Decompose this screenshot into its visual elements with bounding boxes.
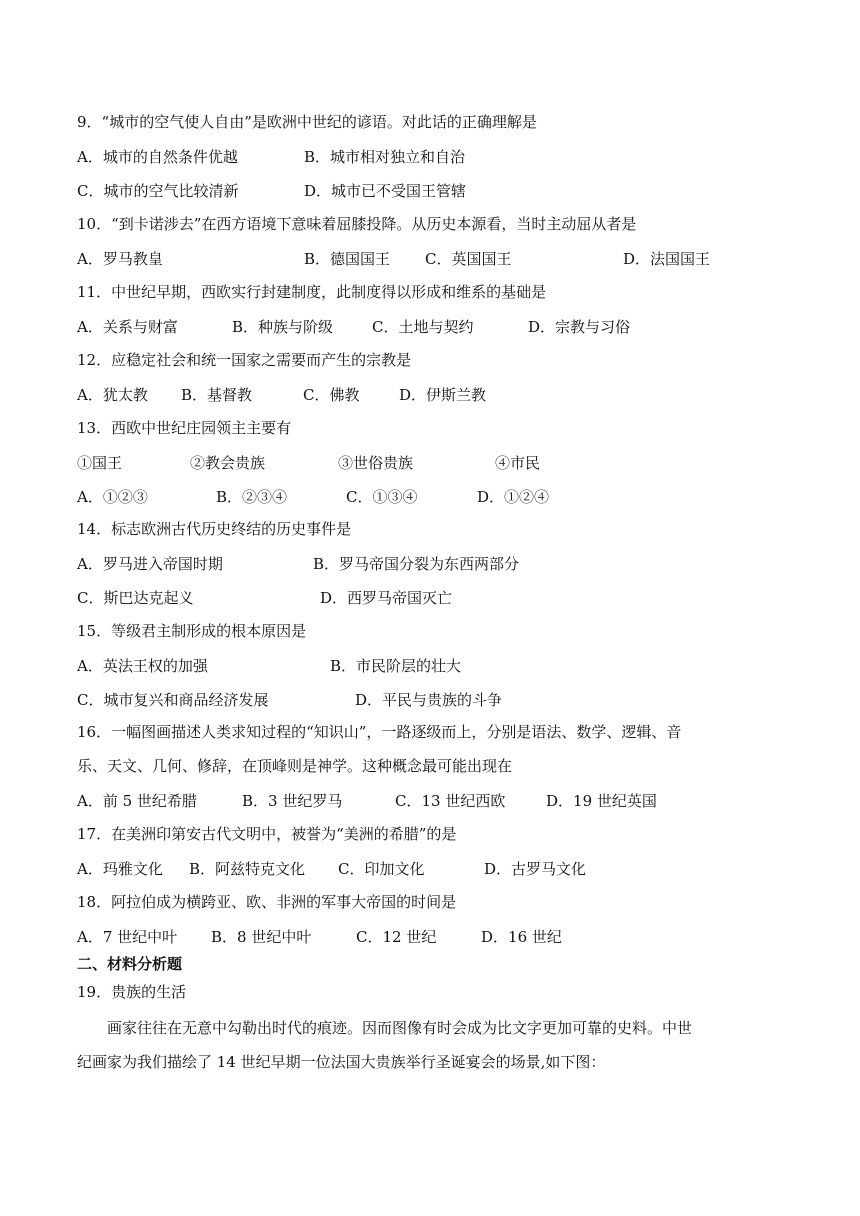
question-13-option-d: D．①②④ xyxy=(477,488,550,506)
question-16-option-b: B．3 世纪罗马 xyxy=(242,792,343,810)
question-18-option-a: A．7 世纪中叶 xyxy=(77,928,178,946)
question-14-option-b: B．罗马帝国分裂为东西两部分 xyxy=(313,555,520,573)
question-11-option-b: B．种族与阶级 xyxy=(232,318,334,336)
question-10-stem: 10．“到卡诺涉去”在西方语境下意味着屈膝投降。从历史本源看，当时主动屈从者是 xyxy=(77,215,637,233)
question-13-stem: 13．西欧中世纪庄园领主主要有 xyxy=(77,419,292,437)
question-17-option-d: D．古罗马文化 xyxy=(484,860,587,878)
paragraph-line-2: 纪画家为我们描绘了 14 世纪早期一位法国大贵族举行圣诞宴会的场景,如下图： xyxy=(77,1053,606,1071)
question-16-option-c: C．13 世纪西欧 xyxy=(395,792,506,810)
question-13-item-1: ①国王 xyxy=(77,454,123,472)
question-13-item-3: ③世俗贵族 xyxy=(338,454,414,472)
question-13-option-c: C．①③④ xyxy=(346,488,418,506)
question-10-option-d: D．法国国王 xyxy=(623,250,711,268)
question-13-option-a: A．①②③ xyxy=(77,488,148,506)
question-18-option-d: D．16 世纪 xyxy=(481,928,562,946)
question-10-option-a: A．罗马教皇 xyxy=(77,250,163,268)
question-9-option-a: A．城市的自然条件优越 xyxy=(77,148,238,166)
question-12-option-b: B．基督教 xyxy=(181,386,253,404)
question-11-option-c: C．土地与契约 xyxy=(372,318,474,336)
question-14-option-d: D．西罗马帝国灭亡 xyxy=(320,589,453,607)
question-11-option-a: A．关系与财富 xyxy=(77,318,178,336)
question-14-option-a: A．罗马进入帝国时期 xyxy=(77,555,223,573)
question-17-option-a: A．玛雅文化 xyxy=(77,860,163,878)
question-10-option-c: C．英国国王 xyxy=(425,250,512,268)
question-16-option-d: D．19 世纪英国 xyxy=(546,792,657,810)
question-15-option-a: A．英法王权的加强 xyxy=(77,657,208,675)
question-17-stem: 17．在美洲印第安古代文明中，被誉为“美洲的希腊”的是 xyxy=(77,825,457,843)
question-15-option-b: B．市民阶层的壮大 xyxy=(330,657,462,675)
question-9-option-c: C．城市的空气比较清新 xyxy=(77,182,239,200)
question-18-option-c: C．12 世纪 xyxy=(356,928,437,946)
question-14-stem: 14．标志欧洲古代历史终结的历史事件是 xyxy=(77,520,352,538)
question-14-option-c: C．斯巴达克起义 xyxy=(77,589,194,607)
section-heading: 二、材料分析题 xyxy=(77,955,183,973)
question-18-stem: 18．阿拉伯成为横跨亚、欧、非洲的军事大帝国的时间是 xyxy=(77,893,457,911)
question-12-stem: 12．应稳定社会和统一国家之需要而产生的宗教是 xyxy=(77,351,412,369)
question-13-item-4: ④市民 xyxy=(495,454,541,472)
question-12-option-a: A．犹太教 xyxy=(77,386,148,404)
question-15-stem: 15．等级君主制形成的根本原因是 xyxy=(77,622,307,640)
question-12-option-d: D．伊斯兰教 xyxy=(399,386,487,404)
question-9-option-b: B．城市相对独立和自治 xyxy=(304,148,466,166)
question-17-option-b: B．阿兹特克文化 xyxy=(189,860,306,878)
paragraph-line-1: 画家往往在无意中勾勒出时代的痕迹。因而图像有时会成为比文字更加可靠的史料。中世 xyxy=(107,1019,693,1037)
question-16-stem-line1: 16．一幅图画描述人类求知过程的“知识山”，一路逐级而上，分别是语法、数学、逻辑、音 xyxy=(77,723,682,741)
question-13-item-2: ②教会贵族 xyxy=(190,454,266,472)
question-15-option-c: C．城市复兴和商品经济发展 xyxy=(77,691,269,709)
question-16-option-a: A．前 5 世纪希腊 xyxy=(77,792,197,810)
question-9-option-d: D．城市已不受国王管辖 xyxy=(304,182,467,200)
question-15-option-d: D．平民与贵族的斗争 xyxy=(355,691,503,709)
question-11-stem: 11．中世纪早期，西欧实行封建制度，此制度得以形成和维系的基础是 xyxy=(77,283,547,301)
question-16-stem-line2: 乐、天文、几何、修辞，在顶峰则是神学。这种概念最可能出现在 xyxy=(77,757,513,775)
question-13-option-b: B．②③④ xyxy=(216,488,288,506)
question-11-option-d: D．宗教与习俗 xyxy=(528,318,631,336)
question-18-option-b: B．8 世纪中叶 xyxy=(211,928,312,946)
question-17-option-c: C．印加文化 xyxy=(338,860,425,878)
question-19-title: 19．贵族的生活 xyxy=(77,983,187,1001)
question-10-option-b: B．德国国王 xyxy=(304,250,391,268)
question-12-option-c: C．佛教 xyxy=(303,386,360,404)
question-9-stem: 9．“城市的空气使人自由”是欧洲中世纪的谚语。对此话的正确理解是 xyxy=(77,113,537,131)
